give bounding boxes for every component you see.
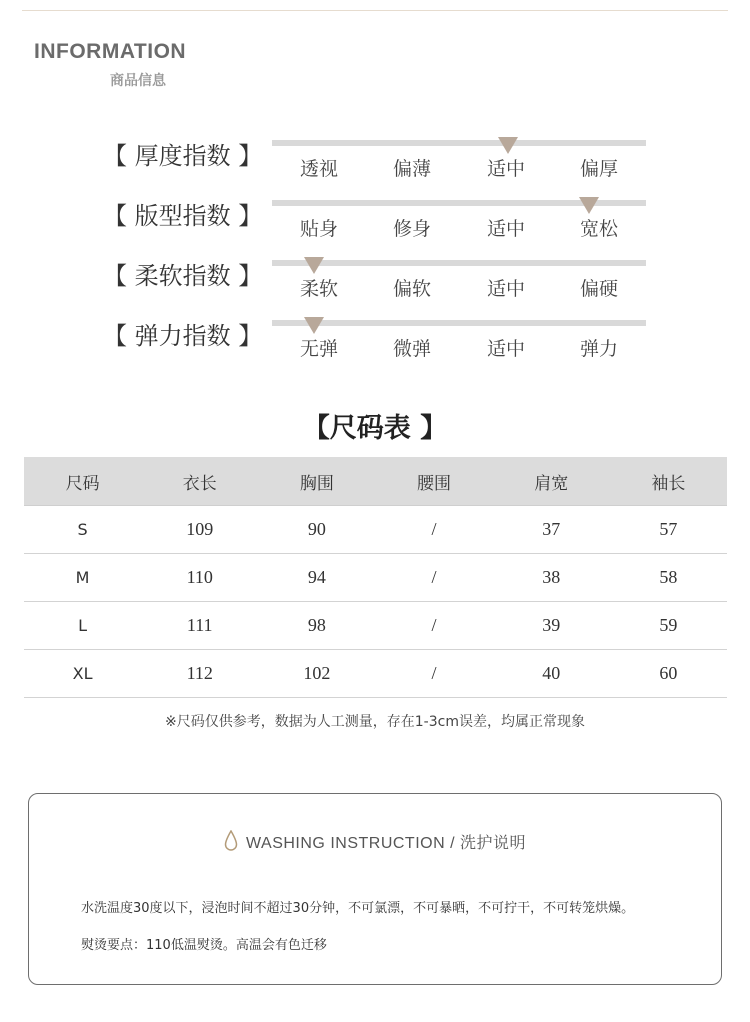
top-divider <box>22 10 728 11</box>
size-table-header <box>24 457 727 506</box>
table-row <box>24 602 727 650</box>
index-option: 柔软 <box>299 278 338 300</box>
info-subtitle: 商品信息 <box>110 73 166 89</box>
column-header: 肩宽 <box>493 457 610 506</box>
index-row <box>0 140 750 200</box>
index-marker-icon <box>498 137 518 154</box>
table-cell: XL <box>24 650 141 698</box>
size-note: ※尺码仅供参考，数据为人工测量，存在1-3cm误差，均属正常现象 <box>165 714 585 730</box>
washing-instruction-box <box>28 793 722 985</box>
index-option: 适中 <box>486 278 525 300</box>
index-option: 偏硬 <box>579 278 618 300</box>
column-header: 衣长 <box>141 457 258 506</box>
table-cell: 38 <box>493 554 610 602</box>
index-option: 适中 <box>486 218 525 240</box>
washing-header <box>29 830 721 857</box>
table-cell: 58 <box>610 554 727 602</box>
index-option: 偏软 <box>392 278 431 300</box>
table-cell: 60 <box>610 650 727 698</box>
index-option: 适中 <box>486 158 525 180</box>
index-option: 偏薄 <box>392 158 431 180</box>
water-drop-icon <box>224 830 238 857</box>
column-header: 尺码 <box>24 457 141 506</box>
table-cell: / <box>375 602 492 650</box>
column-header: 胸围 <box>258 457 375 506</box>
size-table <box>24 457 727 698</box>
table-cell: 57 <box>610 506 727 554</box>
index-bar <box>272 260 646 266</box>
table-cell: 98 <box>258 602 375 650</box>
washing-title: WASHING INSTRUCTION / 洗护说明 <box>246 835 526 852</box>
index-marker-icon <box>304 317 324 334</box>
index-label: 【 柔软指数 】 <box>103 262 263 290</box>
index-row <box>0 200 750 260</box>
index-option: 适中 <box>486 338 525 360</box>
index-label: 【 弹力指数 】 <box>103 322 263 350</box>
column-header: 腰围 <box>375 457 492 506</box>
index-bar <box>272 140 646 146</box>
table-cell: M <box>24 554 141 602</box>
size-chart-title: 【尺码表 】 <box>302 413 448 444</box>
table-cell: / <box>375 650 492 698</box>
table-cell: 112 <box>141 650 258 698</box>
index-marker-icon <box>304 257 324 274</box>
table-cell: 110 <box>141 554 258 602</box>
table-cell: 39 <box>493 602 610 650</box>
table-cell: S <box>24 506 141 554</box>
washing-line-2: 熨烫要点：110低温熨烫。高温会有色迁移 <box>81 938 327 953</box>
table-cell: 90 <box>258 506 375 554</box>
table-cell: 102 <box>258 650 375 698</box>
index-row <box>0 260 750 320</box>
index-label: 【 版型指数 】 <box>103 202 263 230</box>
index-option: 偏厚 <box>579 158 618 180</box>
table-cell: 37 <box>493 506 610 554</box>
table-row <box>24 506 727 554</box>
table-cell: / <box>375 506 492 554</box>
index-option: 透视 <box>299 158 338 180</box>
index-option: 宽松 <box>579 218 618 240</box>
index-option: 贴身 <box>299 218 338 240</box>
index-option: 弹力 <box>579 338 618 360</box>
index-option: 无弹 <box>299 338 338 360</box>
table-cell: / <box>375 554 492 602</box>
index-row <box>0 320 750 380</box>
table-cell: 94 <box>258 554 375 602</box>
washing-line-1: 水洗温度30度以下，浸泡时间不超过30分钟，不可氯漂，不可暴晒，不可拧干，不可转笼烘燥。 <box>81 901 635 916</box>
index-marker-icon <box>579 197 599 214</box>
table-cell: 59 <box>610 602 727 650</box>
table-row <box>24 554 727 602</box>
table-cell: 40 <box>493 650 610 698</box>
table-cell: 109 <box>141 506 258 554</box>
index-option: 修身 <box>392 218 431 240</box>
column-header: 袖长 <box>610 457 727 506</box>
index-option: 微弹 <box>392 338 431 360</box>
index-bar <box>272 320 646 326</box>
table-cell: 111 <box>141 602 258 650</box>
index-label: 【 厚度指数 】 <box>103 142 263 170</box>
info-title: INFORMATION <box>34 40 187 63</box>
table-row <box>24 650 727 698</box>
table-cell: L <box>24 602 141 650</box>
